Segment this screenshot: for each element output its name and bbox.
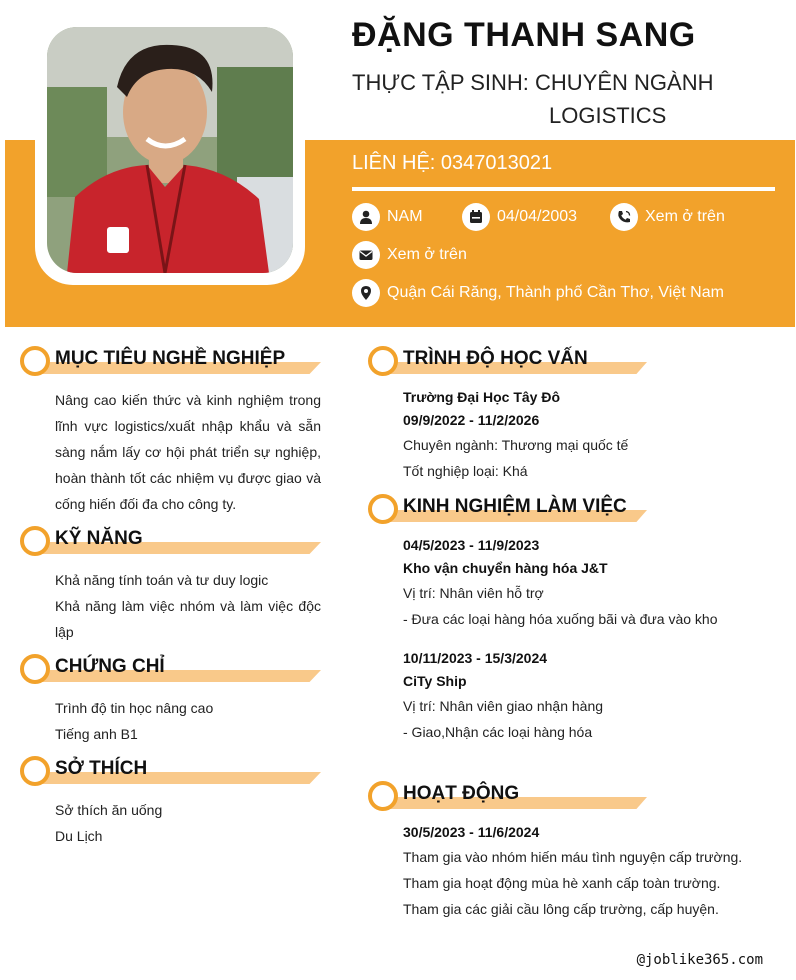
info-gender xyxy=(352,203,423,231)
job-position: Vị trí: Nhân viên hỗ trợ xyxy=(403,585,544,601)
contact-divider xyxy=(352,187,775,191)
education-body xyxy=(403,386,783,484)
list-item: Du Lịch xyxy=(55,828,103,844)
job-period: 10/11/2023 - 15/3/2024 xyxy=(403,650,548,666)
info-address xyxy=(352,279,724,307)
section-title: HOẠT ĐỘNG xyxy=(403,783,520,804)
job-period: 04/5/2023 - 11/9/2023 xyxy=(403,537,540,553)
info-dob xyxy=(462,203,577,231)
phone-icon xyxy=(610,203,638,231)
experience-job-2 xyxy=(403,647,783,745)
section-experience xyxy=(368,494,653,528)
section-certificates xyxy=(20,654,325,688)
calendar-icon xyxy=(462,203,490,231)
list-item: Tham gia vào nhóm hiến máu tình nguyện cấp trường. xyxy=(403,849,743,865)
info-phone xyxy=(610,203,725,231)
section-hobbies xyxy=(20,756,325,790)
education-major: Chuyên ngành: Thương mại quốc tế xyxy=(403,437,629,453)
certificates-list xyxy=(55,695,321,747)
section-title: KỸ NĂNG xyxy=(55,528,143,549)
job-company: CiTy Ship xyxy=(403,673,467,689)
section-title: MỤC TIÊU NGHỀ NGHIỆP xyxy=(55,348,286,369)
dob-value: 04/04/2003 xyxy=(497,208,578,225)
email-value: Xem ở trên xyxy=(387,246,467,263)
section-ring xyxy=(20,526,50,556)
education-period: 09/9/2022 - 11/2/2026 xyxy=(403,412,540,428)
hobbies-list xyxy=(55,797,321,849)
section-education xyxy=(368,346,653,380)
location-icon xyxy=(352,279,380,307)
job-title-line1: THỰC TẬP SINH: CHUYÊN NGÀNH xyxy=(352,70,714,95)
section-ring xyxy=(368,781,398,811)
section-ring xyxy=(20,756,50,786)
school-name: Trường Đại Học Tây Đô xyxy=(403,389,561,405)
section-activities xyxy=(368,781,653,815)
objective-text: Nâng cao kiến thức và kinh nghiệm trong lĩnh vực logistics/xuất nhập khẩu và sẵn sàng nắm lấy cơ hội phát triển sự nghiệp, hoàn thành tốt các nhiệm vụ được giao và cống hiến đối đa cho công ty. xyxy=(55,392,321,512)
watermark: @joblike365.com xyxy=(636,952,763,968)
section-objective xyxy=(20,346,325,380)
experience-job-1 xyxy=(403,534,783,632)
section-title: SỞ THÍCH xyxy=(55,758,148,779)
gender-value: NAM xyxy=(387,208,423,225)
list-item: Sở thích ăn uống xyxy=(55,802,163,818)
candidate-name: ĐẶNG THANH SANG xyxy=(352,16,696,54)
job-task: - Đưa các loại hàng hóa xuống bãi và đưa vào kho xyxy=(403,611,718,627)
profile-photo xyxy=(47,27,293,273)
list-item: Khả năng tính toán và tư duy logic xyxy=(55,572,269,588)
list-item: Tham gia hoạt động mùa hè xanh cấp toàn trường. xyxy=(403,875,721,891)
job-company: Kho vận chuyển hàng hóa J&T xyxy=(403,560,608,576)
user-icon xyxy=(352,203,380,231)
education-rank: Tốt nghiệp loại: Khá xyxy=(403,463,528,479)
list-item: Khả năng làm việc nhóm và làm việc độc lập xyxy=(55,598,321,640)
info-email xyxy=(352,241,467,269)
section-title: KINH NGHIỆM LÀM VIỆC xyxy=(403,496,627,517)
section-skills xyxy=(20,526,325,560)
job-title-line2: LOGISTICS xyxy=(549,103,667,128)
list-item: Tiếng anh B1 xyxy=(55,726,138,742)
address-value: Quận Cái Răng, Thành phố Cần Thơ, Việt Nam xyxy=(387,284,724,301)
phone-value: Xem ở trên xyxy=(645,208,725,225)
activities-body xyxy=(403,821,783,922)
mail-icon xyxy=(352,241,380,269)
section-ring xyxy=(368,494,398,524)
section-ring xyxy=(368,346,398,376)
skills-list xyxy=(55,567,321,645)
list-item: Tham gia các giải cầu lông cấp trường, cấp huyện. xyxy=(403,901,719,917)
section-ring xyxy=(20,654,50,684)
contact-phone: LIÊN HỆ: 0347013021 xyxy=(352,152,553,174)
section-title: CHỨNG CHỈ xyxy=(55,656,165,677)
section-title: TRÌNH ĐỘ HỌC VẤN xyxy=(403,348,588,369)
activities-period: 30/5/2023 - 11/6/2024 xyxy=(403,824,540,840)
job-title xyxy=(352,66,752,132)
job-task: - Giao,Nhận các loại hàng hóa xyxy=(403,724,593,740)
section-ring xyxy=(20,346,50,376)
list-item: Trình độ tin học nâng cao xyxy=(55,700,214,716)
job-position: Vị trí: Nhân viên giao nhận hàng xyxy=(403,698,604,714)
